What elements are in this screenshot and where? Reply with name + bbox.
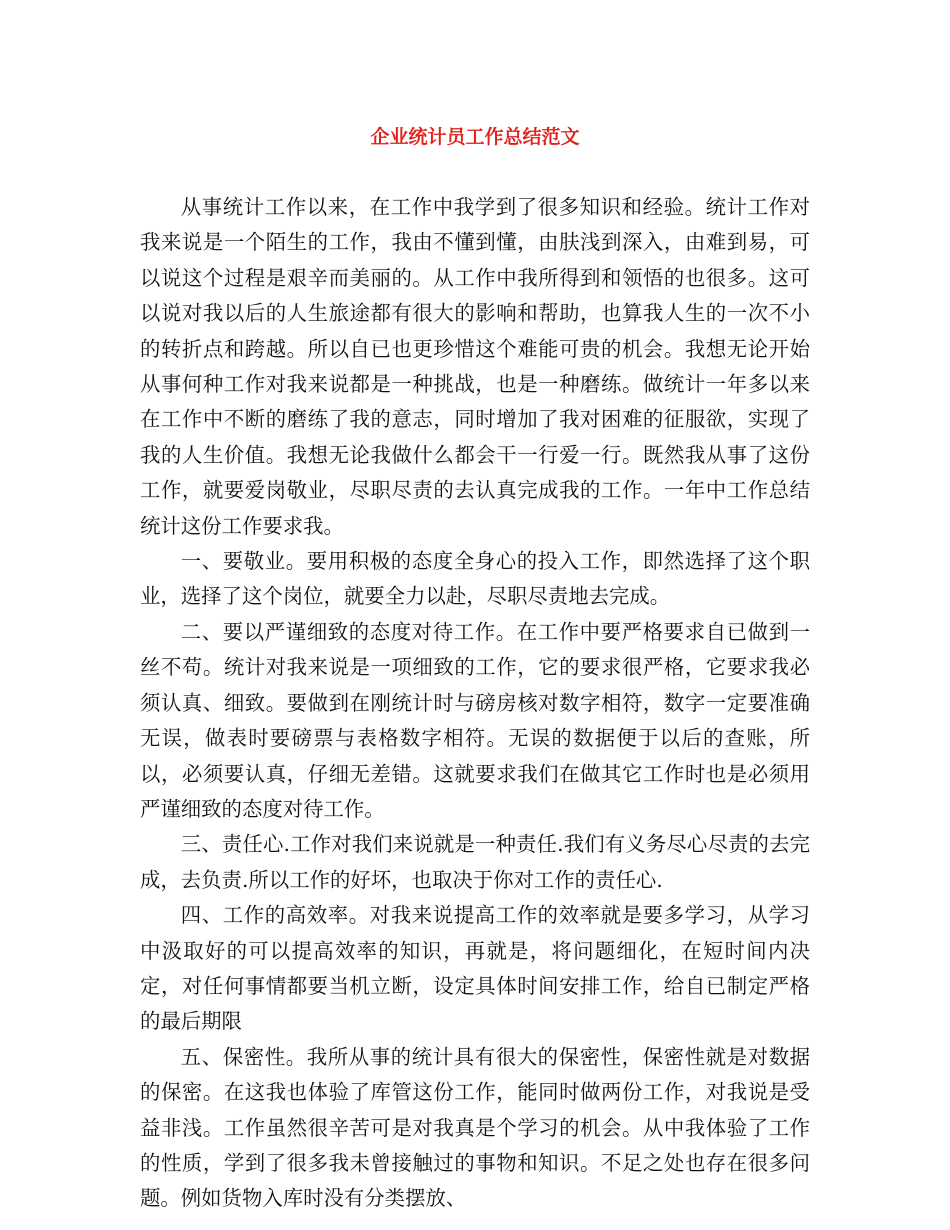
document-body bbox=[140, 190, 810, 1217]
paragraph-intro: 从事统计工作以来，在工作中我学到了很多知识和经验。统计工作对我来说是一个陌生的工作，我由不懂到懂，由肤浅到深入，由难到易，可以说这个过程是艰辛而美丽的。从工作中我所得到和领悟的也很多。这可以说对我以后的人生旅途都有很大的影响和帮助，也算我人生的一次不小的转折点和跨越。所以自已也更珍惜这个难能可贵的机会。我想无论开始从事何种工作对我来说都是一种挑战，也是一种磨练。做统计一年多以来在工作中不断的磨练了我的意志，同时增加了我对困难的征服欲，实现了我的人生价值。我想无论我做什么都会干一行爱一行。既然我从事了这份工作，就要爱岗敬业，尽职尽责的去认真完成我的工作。一年中工作总结统计这份工作要求我。 bbox=[140, 195, 810, 538]
paragraph-rigor: 二、要以严谨细致的态度对待工作。在工作中要严格要求自已做到一丝不苟。统计对我来说是一项细致的工作，它的要求很严格，它要求我必须认真、细致。要做到在刚统计时与磅房核对数字相符，数字一定要准确无误，做表时要磅票与表格数字相符。无误的数据便于以后的查账，所以，必须要认真，仔细无差错。这就要求我们在做其它工作时也是必须用严谨细致的态度对待工作。 bbox=[140, 619, 810, 821]
document-title: 企业统计员工作总结范文 bbox=[370, 126, 580, 148]
paragraph-confidentiality: 五、保密性。我所从事的统计具有很大的保密性，保密性就是对数据的保密。在这我也体验了库管这份工作，能同时做两份工作，对我说是受益非浅。工作虽然很辛苦可是对我真是个学习的机会。从中我体验了工作的性质，学到了很多我未曾接触过的事物和知识。不足之处也存在很多问题。例如货物入库时没有分类摆放、 bbox=[140, 1044, 810, 1211]
paragraph-responsibility: 三、责任心.工作对我们来说就是一种责任.我们有义务尽心尽责的去完成，去负责.所以工作的好坏，也取决于你对工作的责任心. bbox=[140, 832, 810, 892]
paragraph-dedication: 一、要敬业。要用积极的态度全身心的投入工作，即然选择了这个职业，选择了这个岗位，就要全力以赴，尽职尽责地去完成。 bbox=[140, 549, 810, 609]
paragraph-efficiency: 四、工作的高效率。对我来说提高工作的效率就是要多学习，从学习中汲取好的可以提高效率的知识，再就是，将问题细化，在短时间内决定，对任何事情都要当机立断，设定具体时间安排工作，给自已制定严格的最后期限 bbox=[140, 903, 810, 1034]
